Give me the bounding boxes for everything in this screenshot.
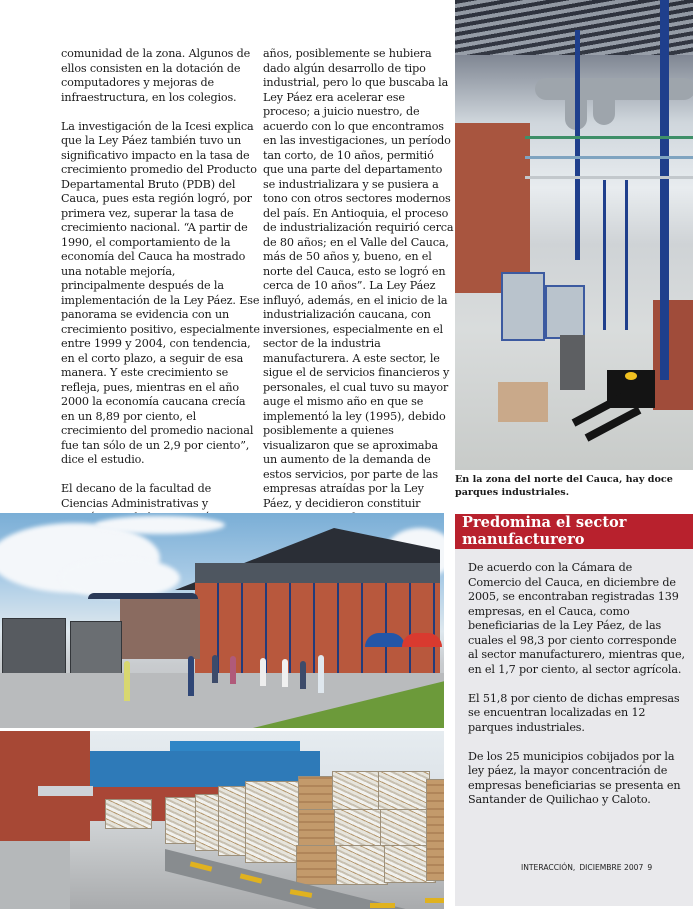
photo-duct (593, 80, 615, 125)
article-paragraph: La investigación de la Icesi explica que la Ley Páez también tuvo un significativo impacto en la tasa de crecimiento promedio del Producto Departamental Bruto (PDB) del Cauca, pues esta región logró, por primera vez, superar la tasa de crecimiento nacional. “A partir de 1990, el comportamiento de la economía del Cauca ha mostrado una notable mejoría, principalmente después de la implementación de la Ley Páez. Ese panorama se evidencia con un crecimiento positivo, especialmente entre 1999 y 2004, con tendencia, en el corto plazo, a seguir de esa manera. Y este crecimiento se refleja, pues, mientras en el año 2000 la economía caucana crecía en un 8,89 por ciento, el crecimiento del promedio nacional fue tan sólo de un 2,9 por ciento”, dice el estudio. (61, 119, 260, 466)
photo-bale (336, 845, 388, 885)
photo-truck (70, 621, 122, 681)
article-column-1 (61, 47, 261, 569)
photo-machine (545, 285, 585, 339)
photo-conveyor (560, 335, 585, 390)
footer-publication: INTERACCIÓN, (521, 863, 576, 872)
photo-curb-stripe (370, 903, 395, 908)
sidebar-paragraph: De acuerdo con la Cámara de Comercio del Cauca, en diciembre de 2005, se encontraban registradas 139 empresas, en el Cauca, como beneficiarias de la Ley Páez, de las cuales el 98,3 por ciento corresponde al sector manufacturero, mientras que, en el 1,7 por ciento, al sector agrícola. (468, 561, 685, 676)
photo-cloud (60, 558, 180, 598)
photo-caption: En la zona del norte del Cauca, hay doce parques industriales. (455, 474, 673, 498)
photo-umbrella (365, 633, 405, 647)
photo-bale (380, 809, 430, 847)
photo-machine (501, 272, 545, 341)
sidebar-paragraph: El 51,8 por ciento de dichas empresas se encuentran localizadas en 12 parques industriales. (468, 691, 680, 734)
photo-ladder (603, 180, 606, 330)
article-paragraph: comunidad de la zona. Algunos de ellos consisten en la dotación de computadores y mejoras de infraestructura, en los colegios. (61, 47, 251, 104)
photo-cardboard-bale (298, 809, 338, 846)
photo-brick-wall (455, 123, 530, 293)
photo-rail (525, 156, 693, 159)
photo-person (260, 658, 266, 686)
factory-interior-photo (455, 0, 693, 470)
footer-date: DICIEMBRE 2007 (579, 863, 644, 872)
photo-person (282, 659, 288, 687)
photo-bale (105, 799, 152, 829)
photo-rail (525, 136, 693, 139)
photo-roof-detail (455, 0, 693, 55)
photo-person (318, 655, 324, 693)
article-paragraph: El decano de la facultad de Ciencias Administrativas y (61, 482, 212, 510)
photo-cardboard-bale (296, 845, 340, 885)
photo-walkway (0, 841, 70, 909)
photo-person (230, 656, 236, 684)
photo-low-building (120, 599, 200, 659)
photo-jack-light (625, 372, 637, 380)
photo-bale (332, 771, 384, 811)
sidebar-box (455, 514, 693, 906)
page-number: 9 (647, 863, 653, 872)
photo-ladder (625, 180, 628, 330)
photo-cardboard-bale (426, 779, 444, 881)
photo-person (300, 661, 306, 689)
sidebar-title: Predomina el sector manufacturero (455, 514, 693, 549)
photo-rail (525, 176, 693, 179)
photo-umbrella (402, 633, 442, 647)
recycling-bales-photo (0, 731, 444, 909)
photo-person (124, 661, 130, 701)
photo-brick-wall (653, 300, 693, 410)
sidebar-paragraph: De los 25 municipios cobijados por la ley páez, la mayor concentración de empresas beneficiarias se presenta en Santander de Quilichao y Caloto. (468, 749, 681, 806)
industrial-building-photo (0, 513, 444, 728)
photo-building-upper (195, 563, 440, 585)
photo-cloud (95, 516, 225, 534)
photo-awning (38, 786, 93, 796)
article-paragraph-text: años, posiblemente se hubiera dado algún desarrollo de tipo industrial, pero lo que buscaba la Ley Páez era acelerar ese proceso; a juicio nuestro, de acuerdo con lo que encontramos en las investigaciones, un período tan corto, de 10 años, permitió que una parte del departamento se industrializara y se pusiera a tono con otros sectores modernos del país. En Antioquia, el proceso de industrialización requirió cerca de 80 años; en el Valle del Cauca, más de 50 años y, bueno, en el norte del Cauca, esto se logró en cerca de 10 años”. La Ley Páez influyó, además, en el inicio de la industrialización caucana, con inversiones, especialmente en el sector de la industria manufacturera. A este sector, le sigue el de servicios financieros y personales, el cual tuvo su mayor auge el mismo año en que se implementó la ley (1995), debido posiblemente a quienes visualizaron que se aproximaba un aumento de la demanda de estos servicios, por parte de las empresas atraídas por la Ley Páez, y decidieron constituir (263, 47, 454, 510)
photo-person (188, 656, 194, 696)
photo-person (212, 655, 218, 683)
photo-pillar (575, 30, 580, 260)
photo-pillar (660, 0, 669, 380)
photo-curb-stripe (425, 898, 444, 903)
photo-pallet (498, 382, 548, 422)
page-footer (521, 863, 652, 872)
photo-bale (334, 809, 384, 847)
photo-cardboard-bale (298, 776, 335, 810)
sidebar-body (468, 561, 688, 822)
photo-bale (378, 771, 430, 811)
